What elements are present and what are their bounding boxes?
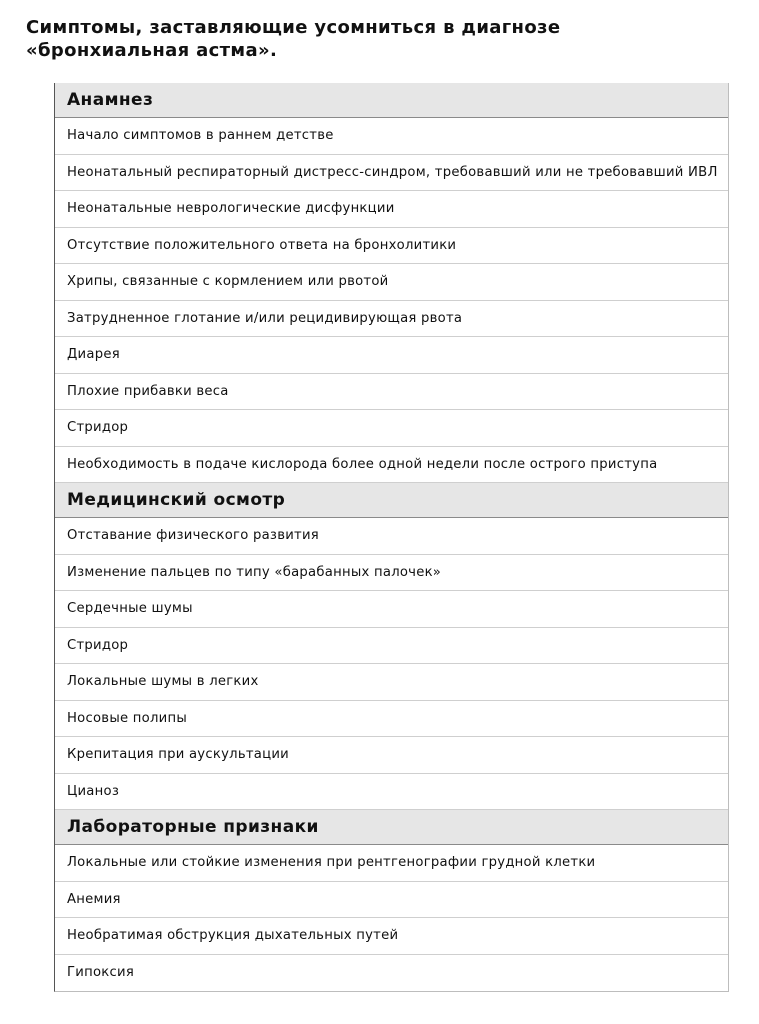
- table-row: Диарея: [55, 337, 728, 374]
- section-header-anamnesis: Анамнез: [55, 83, 728, 118]
- table-row: Анемия: [55, 882, 728, 919]
- table-row: Стридор: [55, 628, 728, 665]
- table-row: Крепитация при аускультации: [55, 737, 728, 774]
- table-row: Гипоксия: [67, 965, 135, 981]
- table-row: Необратимая обструкция дыхательных путей: [55, 918, 728, 955]
- table-row: Стридор: [55, 410, 728, 447]
- table-row: Неонатальный респираторный дистресс-синдром, требовавший или не требовавший ИВЛ: [55, 155, 728, 192]
- table-row: Локальные или стойкие изменения при рентгенографии грудной клетки: [55, 845, 728, 882]
- table-row: Неонатальные неврологические дисфункции: [55, 191, 728, 228]
- table-row: Сердечные шумы: [55, 591, 728, 628]
- table-row: Плохие прибавки веса: [55, 374, 728, 411]
- section-header-medical-exam: Медицинский осмотр: [55, 483, 728, 518]
- table-row: Затрудненное глотание и/или рецидивирующая рвота: [55, 301, 728, 338]
- table-row: Начало симптомов в раннем детстве: [55, 118, 728, 155]
- table-row: Отставание физического развития: [55, 518, 728, 555]
- table-row: Хрипы, связанные с кормлением или рвотой: [55, 264, 728, 301]
- table-row: Изменение пальцев по типу «барабанных палочек»: [55, 555, 728, 592]
- page-title: Симптомы, заставляющие усомниться в диагнозе «бронхиальная астма».: [26, 17, 561, 61]
- table-row: Цианоз: [55, 774, 728, 811]
- symptoms-table: [54, 83, 729, 992]
- table-row: Локальные шумы в легких: [55, 664, 728, 701]
- table-row: Носовые полипы: [55, 701, 728, 738]
- section-header-lab-findings: Лабораторные признаки: [55, 810, 728, 845]
- table-row: Отсутствие положительного ответа на бронхолитики: [55, 228, 728, 265]
- table-row: Необходимость в подаче кислорода более одной недели после острого приступа: [55, 447, 728, 484]
